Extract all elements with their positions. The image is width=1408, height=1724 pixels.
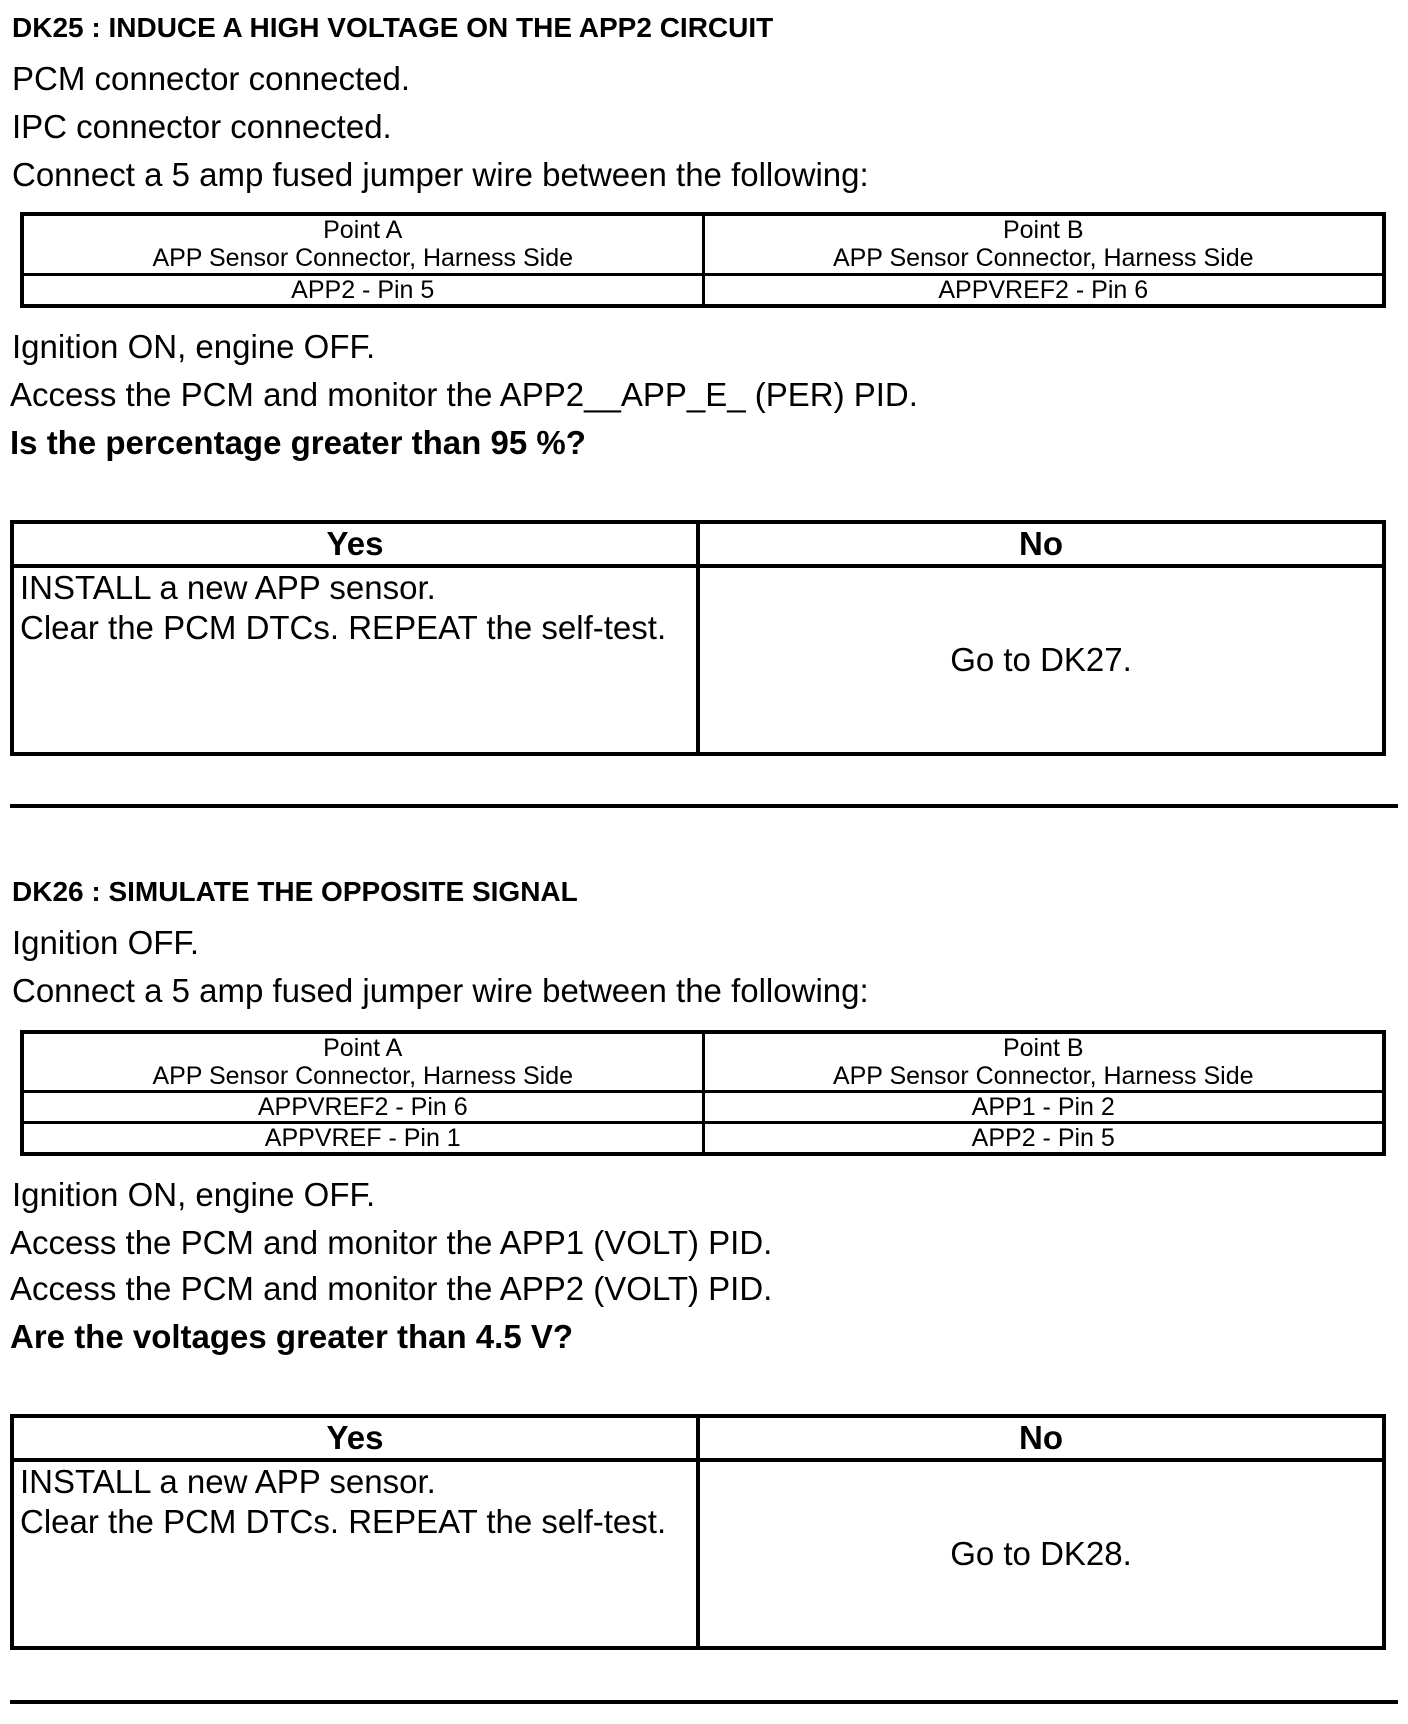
instruction-line: Ignition OFF. — [12, 924, 200, 961]
point-b-cell: APPVREF2 - Pin 6 — [703, 274, 1384, 306]
jumper-table-header-row — [22, 1032, 1384, 1092]
yes-action-cell — [12, 1460, 698, 1648]
yes-action-line: Clear the PCM DTCs. REPEAT the self-test. — [20, 1503, 667, 1540]
point-b-title: Point B — [1002, 1034, 1084, 1062]
yes-action-line: Clear the PCM DTCs. REPEAT the self-test. — [20, 609, 667, 646]
section-heading: DK25 : INDUCE A HIGH VOLTAGE ON THE APP2 CIRCUIT — [12, 12, 774, 43]
point-b-cell: APP1 - Pin 2 — [703, 1092, 1384, 1123]
point-a-subtitle: APP Sensor Connector, Harness Side — [152, 1062, 574, 1090]
table-row — [22, 1123, 1384, 1155]
jumper-table-header-row — [22, 214, 1384, 274]
table-row — [22, 274, 1384, 306]
table-row — [22, 1092, 1384, 1123]
yes-action-cell — [12, 566, 698, 754]
point-a-subtitle: APP Sensor Connector, Harness Side — [152, 244, 574, 273]
instruction-line: Ignition ON, engine OFF. — [12, 328, 376, 365]
result-table — [10, 520, 1386, 756]
point-a-header — [22, 1032, 703, 1092]
jumper-table — [20, 212, 1386, 308]
no-action-cell: Go to DK28. — [698, 1460, 1384, 1648]
instruction-line: IPC connector connected. — [12, 108, 392, 145]
yes-header: Yes — [12, 1416, 698, 1460]
point-b-subtitle: APP Sensor Connector, Harness Side — [832, 1062, 1254, 1090]
instruction-line: Connect a 5 amp fused jumper wire between the following: — [12, 972, 869, 1009]
point-a-title: Point A — [323, 1034, 403, 1062]
instruction-line: Connect a 5 amp fused jumper wire between the following: — [12, 156, 869, 193]
result-table — [10, 1414, 1386, 1650]
point-b-title: Point B — [1002, 216, 1084, 245]
point-a-header — [22, 214, 703, 274]
instruction-line: Access the PCM and monitor the APP2 (VOLT) PID. — [10, 1270, 773, 1307]
no-header: No — [698, 522, 1384, 566]
point-a-cell: APP2 - Pin 5 — [22, 274, 703, 306]
diagnostic-question: Are the voltages greater than 4.5 V? — [10, 1318, 574, 1355]
instruction-line: Access the PCM and monitor the APP1 (VOLT) PID. — [10, 1224, 773, 1261]
instruction-line: PCM connector connected. — [12, 60, 411, 97]
point-b-header — [703, 1032, 1384, 1092]
instruction-line: Ignition ON, engine OFF. — [12, 1176, 376, 1213]
point-a-cell: APPVREF - Pin 1 — [22, 1123, 703, 1155]
yes-action-line: INSTALL a new APP sensor. — [20, 569, 436, 606]
point-b-cell: APP2 - Pin 5 — [703, 1123, 1384, 1155]
section-divider — [10, 1700, 1398, 1704]
jumper-table — [20, 1030, 1386, 1156]
point-a-title: Point A — [323, 216, 403, 245]
no-action-cell: Go to DK27. — [698, 566, 1384, 754]
instruction-line: Access the PCM and monitor the APP2__APP_E_ (PER) PID. — [10, 376, 918, 413]
diagnostic-question: Is the percentage greater than 95 %? — [10, 424, 586, 461]
point-a-cell: APPVREF2 - Pin 6 — [22, 1092, 703, 1123]
section-heading: DK26 : SIMULATE THE OPPOSITE SIGNAL — [12, 876, 578, 907]
point-b-header — [703, 214, 1384, 274]
section-divider — [10, 804, 1398, 808]
no-header: No — [698, 1416, 1384, 1460]
yes-header: Yes — [12, 522, 698, 566]
point-b-subtitle: APP Sensor Connector, Harness Side — [832, 244, 1254, 273]
yes-action-line: INSTALL a new APP sensor. — [20, 1463, 436, 1500]
